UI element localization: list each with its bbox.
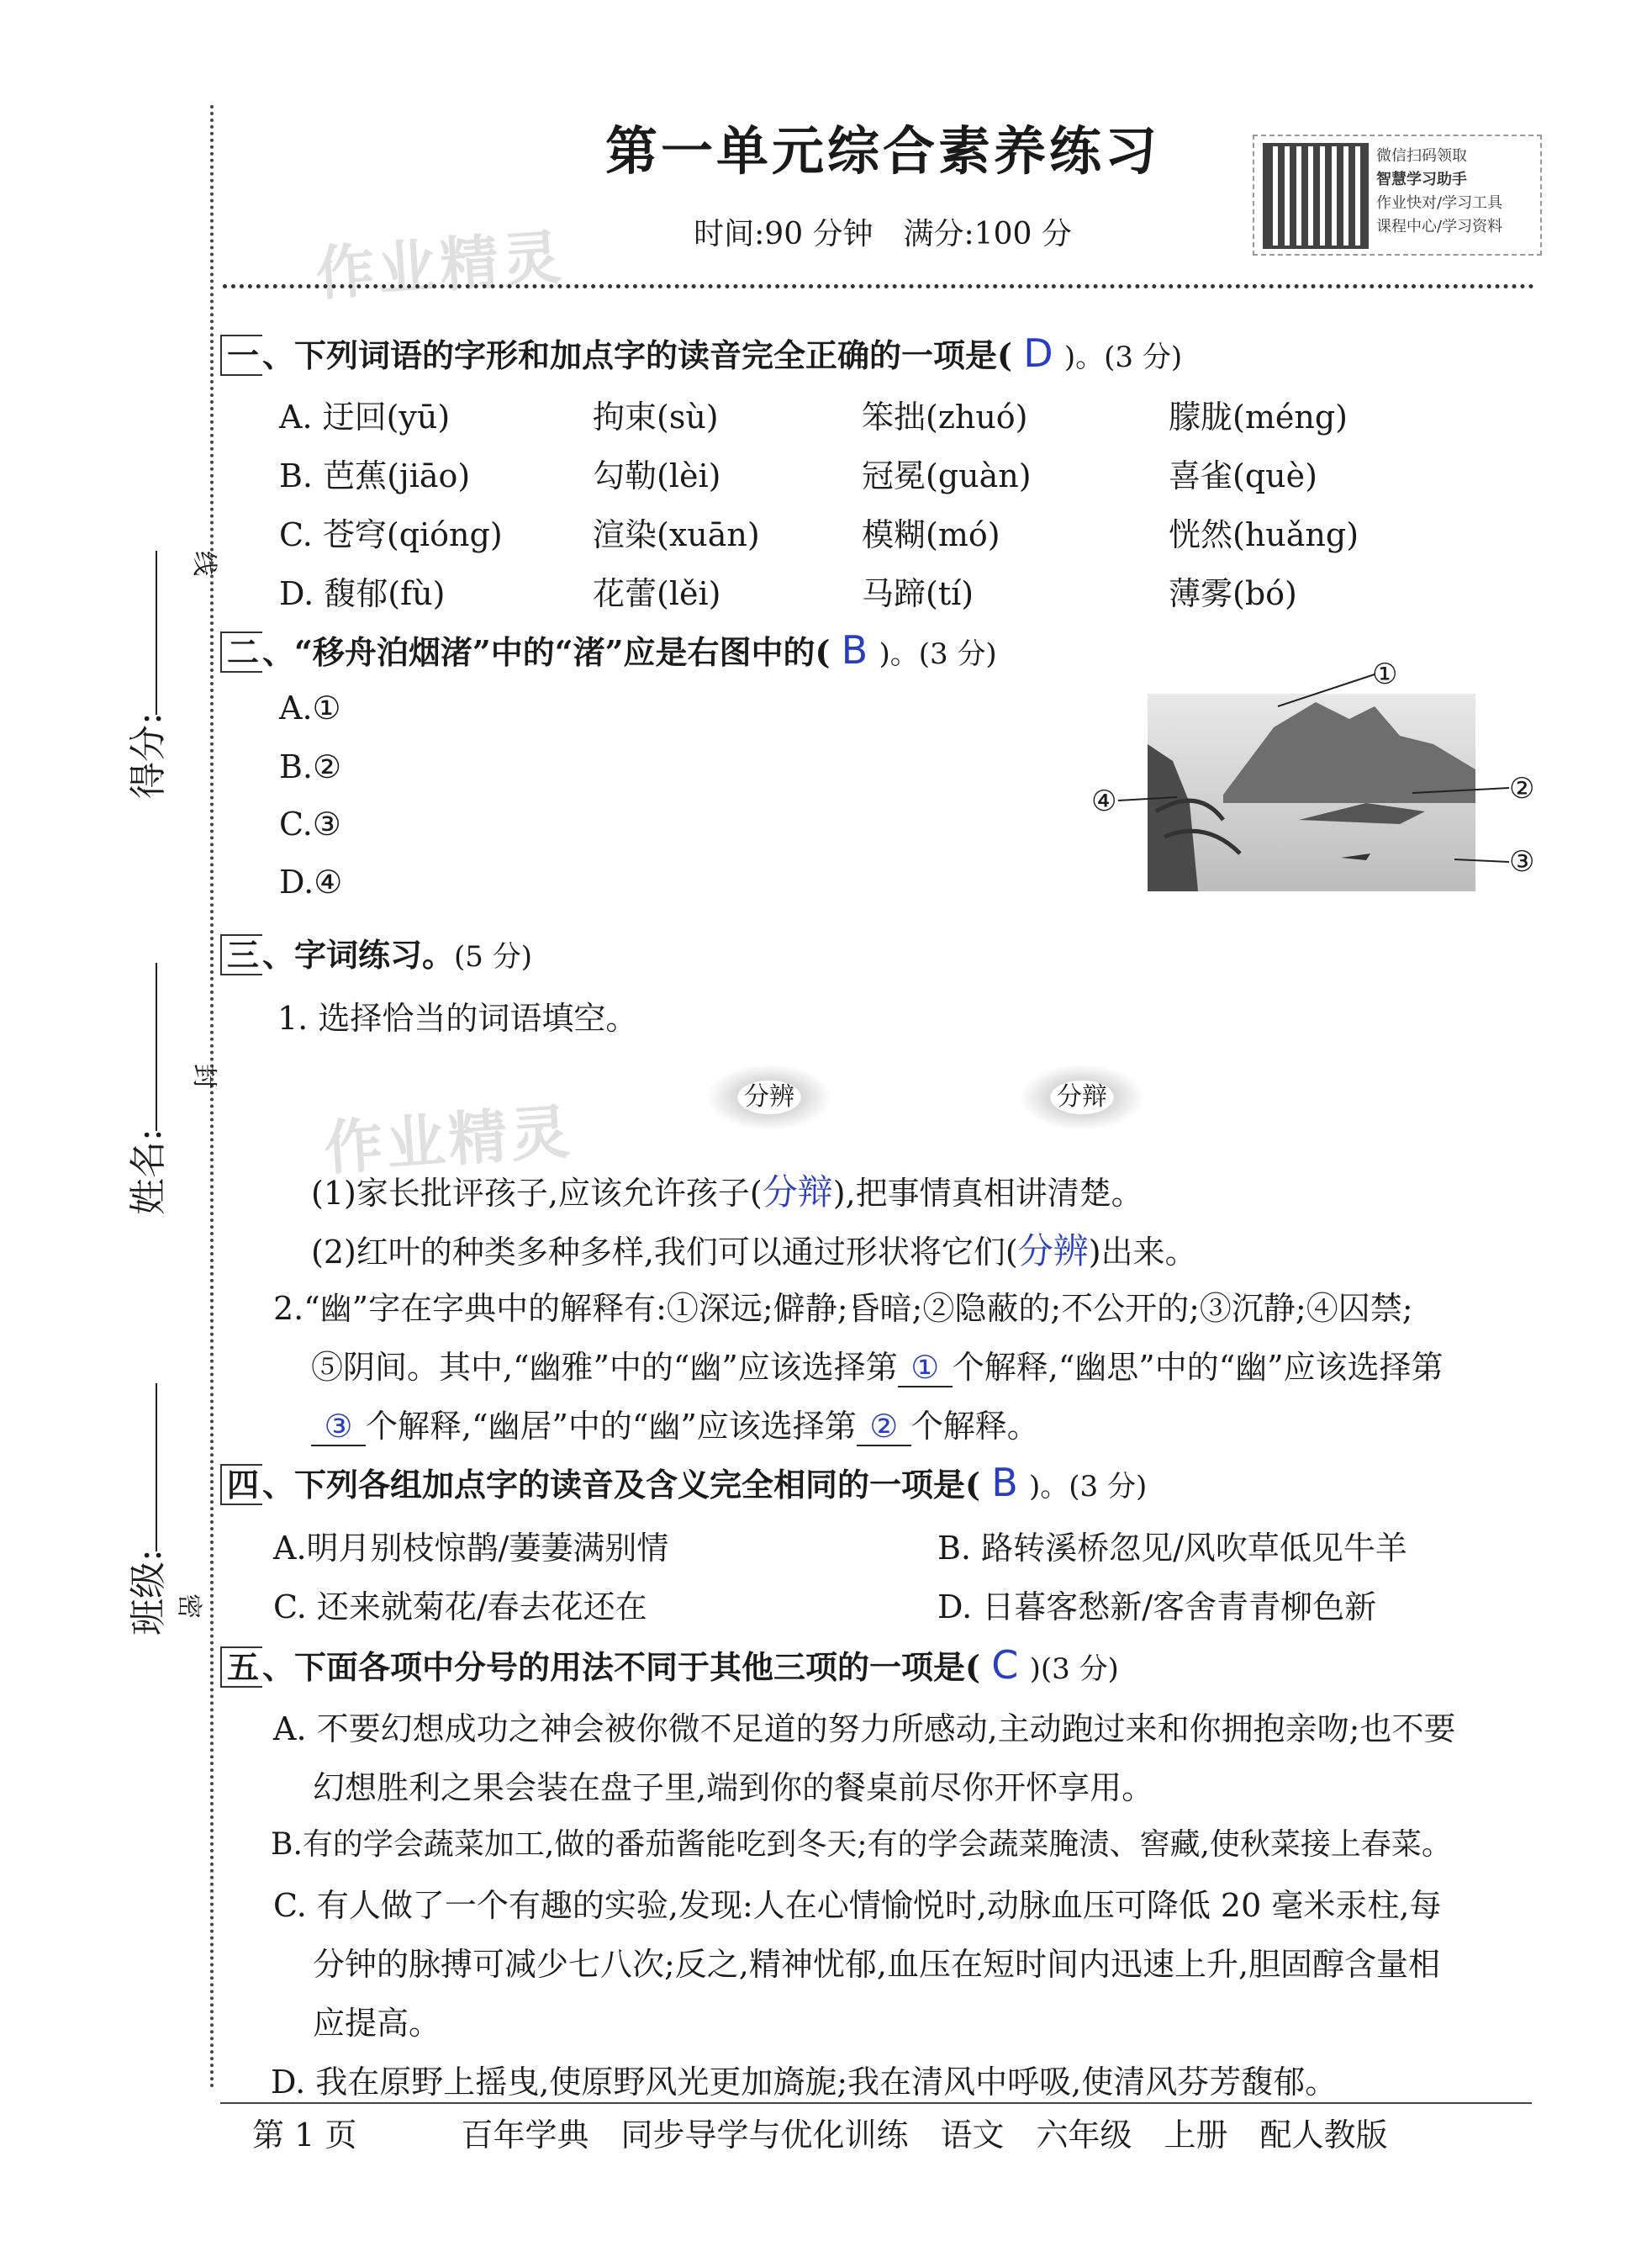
q1-option: 冠冕(guàn) <box>862 457 1032 494</box>
question-4 <box>220 1459 1147 1505</box>
sentence-text: (2)红叶的种类多种多样,我们可以通过形状将它们( <box>311 1234 1018 1271</box>
q1-option: 拘束(sù) <box>593 399 719 436</box>
qr-line: 作业快对/学习工具 <box>1376 194 1503 212</box>
q2-option: C.③ <box>279 806 341 843</box>
answer-mark: B <box>841 627 868 673</box>
q1-option: B. 芭蕉(jiāo) <box>279 457 471 494</box>
q2-option: D.④ <box>279 864 343 901</box>
q1-option: 薄雾(bó) <box>1169 575 1297 612</box>
footer <box>252 2109 1388 2155</box>
q3-sub2-line3 <box>311 1400 1039 1446</box>
q4-option: C. 还来就菊花/春去花还在 <box>273 1588 647 1625</box>
callout-2: ② <box>1509 772 1535 806</box>
score-blank[interactable] <box>156 551 157 715</box>
q3-sentence-1 <box>311 1165 1143 1215</box>
answer-blank[interactable]: ② <box>857 1408 911 1446</box>
q2-option: A.① <box>279 690 341 727</box>
class-label: 班级: <box>127 1549 170 1636</box>
q3-sub2-line2 <box>311 1341 1444 1387</box>
question-tail: )。(3 分) <box>1029 1470 1148 1504</box>
callout-3: ③ <box>1509 845 1535 879</box>
q5-line: 分钟的脉搏可减少七八次;反之,精神忧郁,血压在短时间内迅速上升,胆固醇含量相 <box>313 1946 1441 1983</box>
page-title: 第一单元综合素养练习 <box>604 120 1160 182</box>
sentence-text: 个解释,“幽思”中的“幽”应该选择第 <box>952 1349 1444 1386</box>
sentence-text: 个解释。 <box>910 1408 1039 1445</box>
question-2 <box>220 626 997 673</box>
callout-1: ① <box>1372 658 1398 691</box>
sentence-text: ⑤阴间。其中,“幽雅”中的“幽”应该选择第 <box>311 1349 898 1386</box>
q5-line: 幻想胜利之果会装在盘子里,端到你的餐桌前尽你开怀享用。 <box>313 1769 1154 1806</box>
callout-lines <box>1085 656 1539 900</box>
question-tail: (5 分) <box>454 940 532 974</box>
question-5 <box>220 1641 1119 1688</box>
question-number: 三 <box>220 934 262 975</box>
sentence-text: ),把事情真相讲清楚。 <box>832 1175 1143 1212</box>
question-text: 、下列词语的字形和加点字的读音完全正确的一项是( <box>262 336 1012 374</box>
word-badge: 分辩 <box>1019 1064 1145 1131</box>
time-score-info: 时间:90 分钟 满分:100 分 <box>694 217 1072 251</box>
callout-4: ④ <box>1091 785 1117 818</box>
q5-line: D. 我在原野上摇曳,使原野风光更加旖旎;我在清风中呼吸,使清风芬芳馥郁。 <box>271 2064 1338 2101</box>
name-label: 姓名: <box>127 1128 170 1215</box>
q4-option: A.明月别枝惊鹊/萋萋满别情 <box>273 1530 669 1567</box>
question-number: 一 <box>220 335 262 376</box>
q1-option: 马蹄(tí) <box>862 575 974 612</box>
q1-option: 朦胧(méng) <box>1169 399 1348 436</box>
watermark: 作业精灵 <box>313 222 567 309</box>
qr-line: 微信扫码领取 <box>1376 147 1467 165</box>
question-text: 、“移舟泊烟渚”中的“渚”应是右图中的( <box>262 633 831 671</box>
q4-option: B. 路转溪桥忽见/风吹草低见牛羊 <box>937 1530 1407 1567</box>
answer-blank[interactable]: ③ <box>311 1408 366 1446</box>
answer-fill: 分辩 <box>762 1171 833 1213</box>
header-divider <box>223 284 1534 288</box>
q1-option: 笨拙(zhuó) <box>862 399 1028 436</box>
question-tail: )。(3 分) <box>1064 341 1183 374</box>
sentence-text: )出来。 <box>1088 1234 1197 1271</box>
q5-line: C. 有人做了一个有趣的实验,发现:人在心情愉悦时,动脉血压可降低 20 毫米汞柱,每 <box>273 1887 1442 1924</box>
question-text: 、字词练习。 <box>262 936 455 974</box>
binding-mark-xian: 线 <box>189 551 219 576</box>
qr-code-box[interactable] <box>1253 135 1542 256</box>
question-tail: )。(3 分) <box>879 637 997 671</box>
q1-option: 喜雀(què) <box>1169 457 1317 494</box>
question-text: 、下列各组加点字的读音及含义完全相同的一项是( <box>262 1466 980 1504</box>
answer-fill: 分辨 <box>1017 1230 1089 1271</box>
answer-mark: C <box>991 1642 1019 1688</box>
qr-code-icon[interactable] <box>1263 143 1369 249</box>
q1-option: A. 迂回(yū) <box>279 399 451 436</box>
sentence-text: (1)家长批评孩子,应该允许孩子( <box>311 1175 763 1212</box>
answer-mark: D <box>1023 330 1053 376</box>
q3-sub2-line1: 2.“幽”字在字典中的解释有:①深远;僻静;昏暗;②隐蔽的;不公开的;③沉静;④囚禁; <box>273 1290 1413 1327</box>
q2-option: B.② <box>279 748 342 785</box>
qr-line: 智慧学习助手 <box>1376 171 1467 188</box>
q5-line: B.有的学会蔬菜加工,做的番茄酱能吃到冬天;有的学会蔬菜腌渍、窖藏,使秋菜接上春菜。 <box>271 1827 1452 1862</box>
q4-option: D. 日暮客愁新/客舍青青柳色新 <box>937 1588 1377 1625</box>
answer-blank[interactable]: ① <box>898 1349 953 1387</box>
qr-line: 课程中心/学习资料 <box>1376 218 1503 235</box>
question-text: 、下面各项中分号的用法不同于其他三项的一项是( <box>262 1648 980 1686</box>
binding-dotted-line <box>210 105 214 2090</box>
question-number: 五 <box>220 1646 262 1688</box>
qr-caption <box>1376 145 1502 239</box>
question-tail: )(3 分) <box>1029 1652 1119 1686</box>
name-blank[interactable] <box>156 963 157 1131</box>
page-number: 第 1 页 <box>252 2117 357 2154</box>
binding-mark-feng: 封 <box>189 1064 219 1089</box>
word-badge: 分辨 <box>706 1064 832 1131</box>
q1-option: 勾勒(lèi) <box>593 457 721 494</box>
q1-option: 恍然(huǎng) <box>1169 516 1359 553</box>
q5-line: 应提高。 <box>313 2005 441 2042</box>
q3-sentence-2 <box>311 1223 1197 1274</box>
q1-option: 渲染(xuān) <box>593 516 760 553</box>
question-3 <box>220 929 532 975</box>
q1-option: 模糊(mó) <box>862 516 1000 553</box>
q1-option: D. 馥郁(fù) <box>279 575 446 612</box>
sentence-text: 个解释,“幽居”中的“幽”应该选择第 <box>366 1408 857 1445</box>
question-number: 四 <box>220 1464 262 1505</box>
q3-sub1: 1. 选择恰当的词语填空。 <box>277 1000 638 1037</box>
footer-divider <box>220 2102 1532 2104</box>
question-1 <box>220 330 1182 376</box>
q5-line: A. 不要幻想成功之神会被你微不足道的努力所感动,主动跑过来和你拥抱亲吻;也不要 <box>273 1710 1456 1747</box>
class-blank[interactable] <box>156 1383 157 1551</box>
book-info: 百年学典 同步导学与优化训练 语文 六年级 上册 配人教版 <box>461 2117 1388 2154</box>
watermark: 作业精灵 <box>321 1097 575 1184</box>
q1-option: C. 苍穹(qióng) <box>279 516 503 553</box>
q1-option: 花蕾(lěi) <box>593 575 721 612</box>
binding-mark-mi: 密 <box>174 1593 203 1619</box>
score-label: 得分: <box>127 712 170 799</box>
answer-mark: B <box>991 1460 1018 1505</box>
question-number: 二 <box>220 632 262 673</box>
